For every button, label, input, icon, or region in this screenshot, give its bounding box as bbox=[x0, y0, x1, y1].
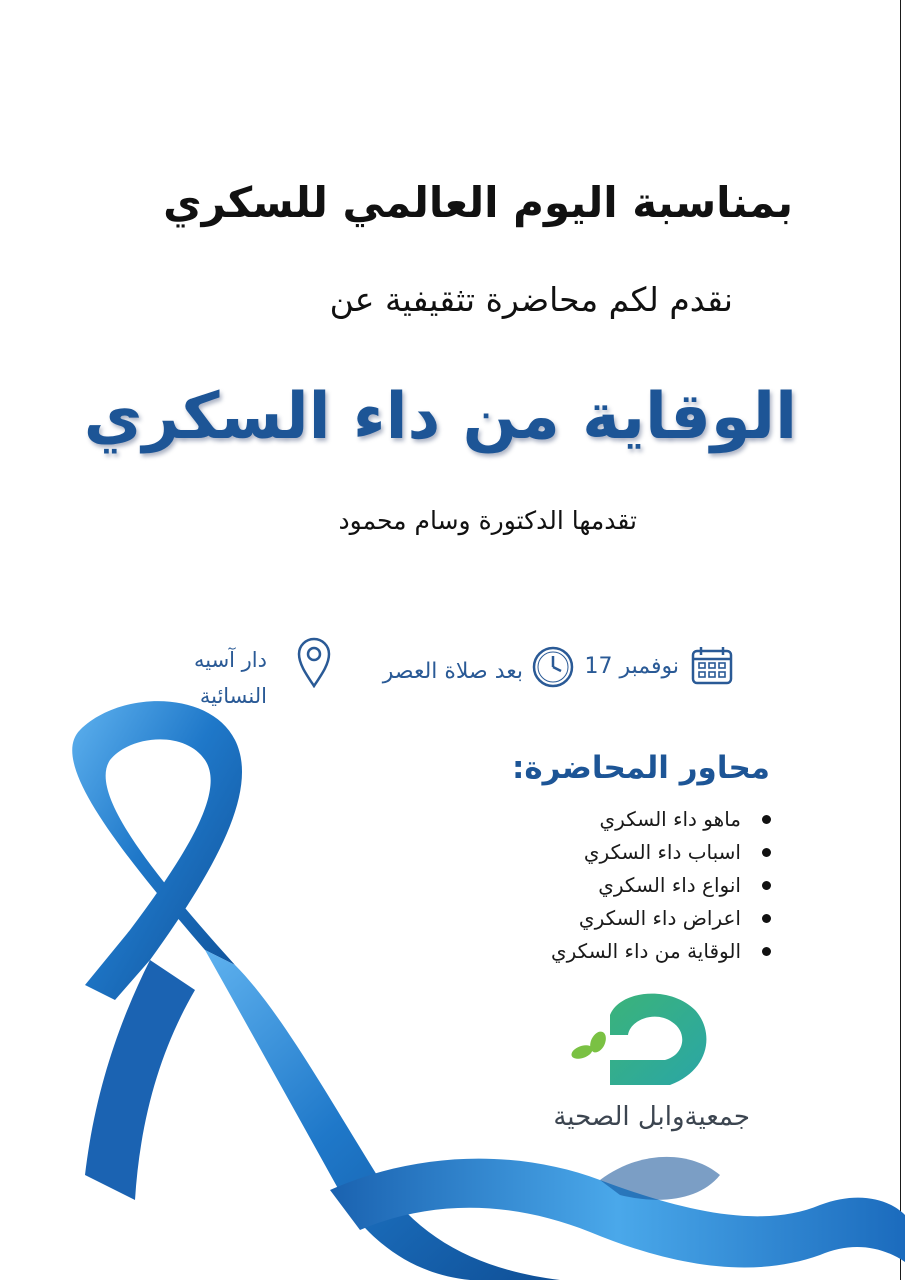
organization-name: جمعيةوابل الصحية bbox=[553, 1102, 750, 1132]
intro-text: نقدم لكم محاضرة تثقيفية عن bbox=[329, 280, 733, 319]
lecture-topic-title: الوقاية من داء السكري bbox=[83, 380, 797, 454]
lecture-axes-list bbox=[551, 803, 771, 968]
presenter-text: تقدمها الدكتورة وسام محمود bbox=[338, 506, 637, 535]
list-item: الوقاية من داء السكري bbox=[551, 935, 771, 968]
clock-icon bbox=[531, 645, 575, 689]
venue-line-1: دار آسيه bbox=[193, 648, 267, 672]
lecture-time: بعد صلاة العصر bbox=[382, 659, 523, 684]
list-item: اسباب داء السكري bbox=[551, 836, 771, 869]
location-pin-icon bbox=[296, 636, 332, 688]
list-item: ماهو داء السكري bbox=[551, 803, 771, 836]
lecture-axes-heading: محاور المحاضرة: bbox=[511, 750, 770, 786]
occasion-heading: بمناسبة اليوم العالمي للسكري bbox=[163, 178, 793, 227]
list-item: انواع داء السكري bbox=[551, 869, 771, 902]
lecture-date: نوفمبر 17 bbox=[584, 654, 679, 679]
organization-logo bbox=[560, 980, 720, 1090]
venue-line-2: النسائية bbox=[199, 684, 267, 708]
lecture-venue bbox=[172, 642, 267, 714]
calendar-icon bbox=[691, 645, 733, 685]
list-item: اعراض داء السكري bbox=[551, 902, 771, 935]
